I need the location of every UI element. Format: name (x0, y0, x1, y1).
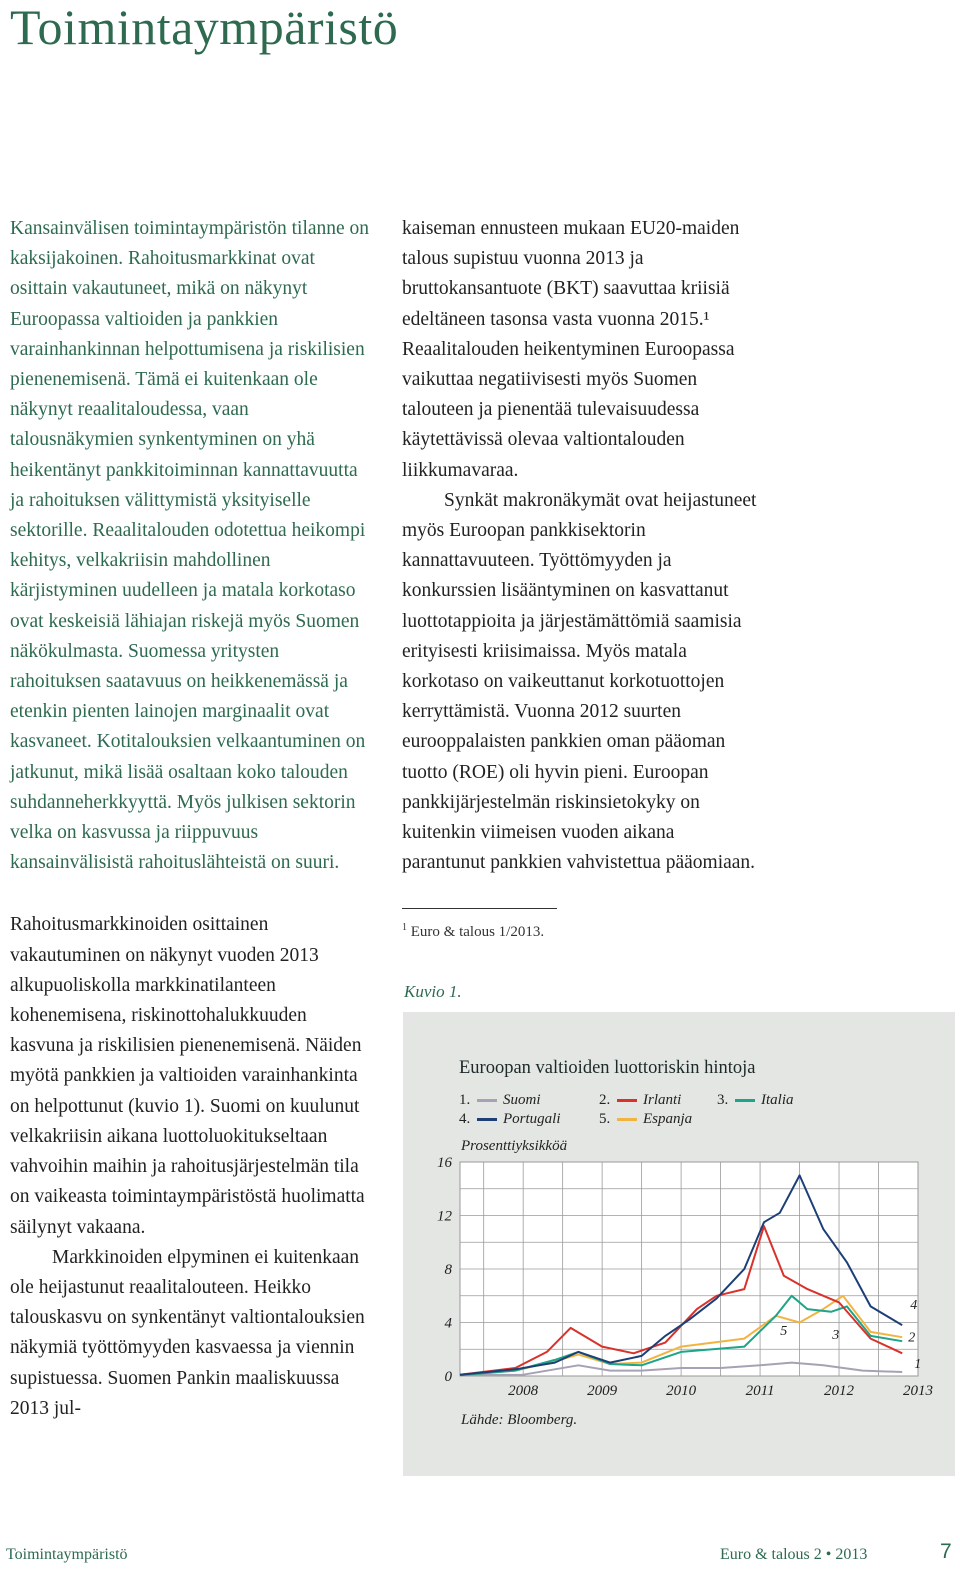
legend-label: Portugali (503, 1111, 561, 1127)
y-tick-label: 4 (444, 1315, 452, 1332)
y-tick-label: 16 (437, 1155, 452, 1171)
series-end-label: 2 (908, 1330, 916, 1346)
chart-panel (403, 1012, 955, 1476)
body-paragraph: Rahoitusmarkkinoiden osittainen vakautuminen on näkynyt vuoden 2013 alkupuoliskolla markkinatilanteen kohenemisena, riskinottohalukkuuden kasvuna ja riskilisien pienenemisenä. Näiden myötä pankkien ja valtioiden varainhankinta on helpottunut (kuvio 1). Suomi on kuulunut velkakriisin aikana luottoluokitukseltaan vahvoihin maihin ja rahoitusjärjestelmän tila on vaikeasta toimintaympäristöstä huolimatta säilynyt vakaana. (10, 914, 365, 1238)
figure-label: Kuvio 1. (404, 982, 462, 1001)
chart-title: Euroopan valtioiden luottoriskin hintoja (459, 1058, 756, 1078)
paragraph-spacer (10, 878, 370, 910)
y-tick-label: 8 (444, 1262, 452, 1278)
y-tick-label: 0 (444, 1369, 452, 1385)
y-tick-label: 12 (437, 1208, 452, 1225)
footer-publication: Euro & talous 2 • 2013 (720, 1546, 868, 1563)
x-tick-label: 2008 (508, 1383, 539, 1399)
chart-source: Lähde: Bloomberg. (461, 1412, 578, 1428)
series-end-label: 4 (910, 1298, 918, 1314)
body-paragraph: Synkät makronäkymät ovat heijastuneet myös Euroopan pankkisektorin kannattavuuteen. Työttömyyden ja konkurssien lisääntyminen on kasvattanut luottotappioita ja järjestämättömiä saamisia erityisesti kriisimaissa. Myös matala korkotaso on vaikeuttanut korkotuottojen kerryttämistä. Vuonna 2012 suurten eurooppalaisten pankkien oman pääoman tuotto (ROE) oli hyvin pieni. Euroopan pankkijärjestelmän riskinsietokyky on kuitenkin viimeisen vuoden aikana parantunut pankkien vahvistettua pääomiaan. (402, 489, 757, 874)
legend-label: Irlanti (643, 1092, 682, 1108)
page-number: 7 (940, 1540, 952, 1563)
lead-paragraph: Kansainvälisen toimintaympäristön tilanne on kaksijakoinen. Rahoitusmarkkinat ovat osittain vakautuneet, mikä on näkynyt Euroopassa valtioiden ja pankkien varainhankinnan helpottumisena ja riskilisien pienenemisenä. Tämä ei kuitenkaan ole näkynyt reaalitaloudessa, vaan talousnäkymien synkentyminen on yhä heikentänyt pankkitoiminnan kannattavuutta ja rahoituksen välittymistä yksityiselle sektorille. Reaalitalouden odotettua heikompi kehitys, velkakriisin mahdollinen kärjistyminen uudelleen ja matala korkotaso ovat keskeisiä lähiajan riskejä myös Suomen näkökulmasta. Suomessa yritysten rahoituksen saatavuus on heikkenemässä ja etenkin pienten lainojen marginaalit ovat kasvaneet. Kotitalouksien velkaantuminen on jatkunut, mikä lisää osaltaan koko talouden suhdanneherkkyyttä. Myös julkisen sektorin velka on kasvussa ja riippuvuus kansainvälisistä rahoituslähteistä on suuri. (10, 218, 370, 874)
series-end-label: 5 (780, 1324, 788, 1340)
chart-plot (403, 1012, 955, 1476)
right-column (402, 214, 762, 878)
footnote-rule (402, 908, 557, 909)
legend-label: Suomi (503, 1092, 541, 1108)
footer-section-title: Toimintaympäristö (6, 1546, 128, 1563)
legend-label: Espanja (643, 1111, 693, 1127)
legend-label: Italia (761, 1092, 794, 1108)
body-paragraph: kaiseman ennusteen mukaan EU20-maiden talous supistuu vuonna 2013 ja bruttokansantuote (BKT) saavuttaa kriisiä edeltäneen tasonsa vasta vuonna 2015.¹ Reaalitalouden heikentyminen Euroopassa vaikuttaa negatiivisesti myös Suomen talouteen ja pienentää tulevaisuudessa käytettävissä olevaa valtiontalouden liikkumavaraa. (402, 218, 740, 481)
x-tick-label: 2009 (587, 1383, 618, 1399)
y-axis-label: Prosenttiyksikköä (461, 1138, 568, 1154)
x-tick-label: 2012 (824, 1383, 855, 1399)
footnote-mark: 1 (402, 922, 407, 933)
x-tick-label: 2013 (903, 1383, 933, 1399)
legend-number: 4. (459, 1111, 471, 1127)
x-tick-label: 2011 (745, 1383, 775, 1399)
body-paragraph: Markkinoiden elpyminen ei kuitenkaan ole heijastunut reaalitalouteen. Heikko talouskasvu on synkentänyt valtiontalouksien näkymiä työttömyyden kasvaessa ja viennin supistuessa. Suomen Pankin maaliskuussa 2013 jul- (10, 1246, 365, 1419)
page-title: Toimintaympäristö (10, 0, 399, 55)
footnote (402, 922, 544, 941)
legend-number: 3. (717, 1092, 729, 1108)
series-end-label: 1 (914, 1356, 922, 1372)
left-column (10, 214, 370, 1424)
legend-number: 1. (459, 1092, 471, 1108)
legend-number: 2. (599, 1092, 611, 1108)
footnote-text: Euro & talous 1/2013. (410, 924, 545, 940)
series-end-label: 3 (832, 1328, 840, 1344)
legend-number: 5. (599, 1111, 611, 1127)
x-tick-label: 2010 (666, 1383, 697, 1399)
